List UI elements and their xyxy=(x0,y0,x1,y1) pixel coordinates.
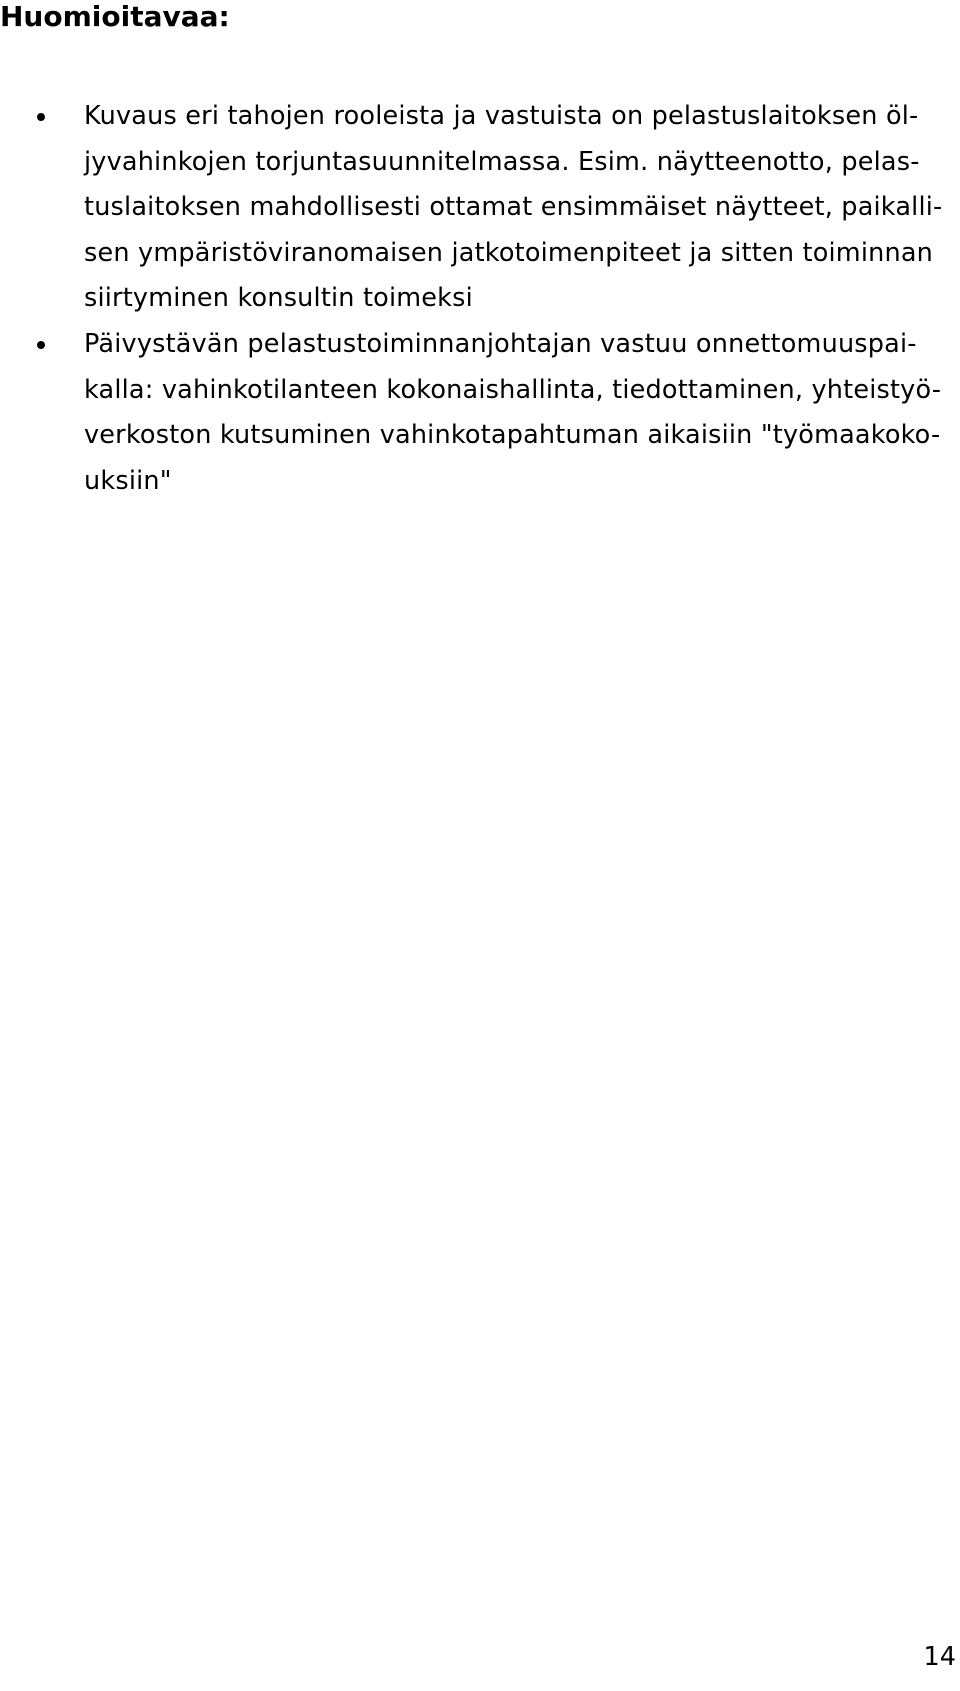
bullet-line: uksiin" xyxy=(84,465,172,496)
bullet-line: verkoston kutsuminen vahinkotapahtuman aikaisiin "työmaakoko- xyxy=(84,420,941,451)
bullet-line: Päivystävän pelastustoiminnanjohtajan vastuu onnettomuuspai- xyxy=(84,328,917,359)
bullet-icon xyxy=(37,113,45,121)
bullet-item xyxy=(84,94,944,322)
page-heading: Huomioitavaa: xyxy=(0,0,230,33)
bullet-line: tuslaitoksen mahdollisesti ottamat ensimmäiset näytteet, paikalli- xyxy=(84,192,943,223)
bullet-line: sen ympäristöviranomaisen jatkotoimenpiteet ja sitten toiminnan xyxy=(84,237,934,268)
bullet-line: kalla: vahinkotilanteen kokonaishallinta, tiedottaminen, yhteistyö- xyxy=(84,374,942,405)
bullet-line: Kuvaus eri tahojen rooleista ja vastuista on pelastuslaitoksen öl- xyxy=(84,101,919,131)
bullet-line: siirtyminen konsultin toimeksi xyxy=(84,283,473,314)
bullet-list xyxy=(84,94,944,504)
bullet-icon xyxy=(37,341,45,349)
bullet-item xyxy=(84,322,944,504)
page-number: 14 xyxy=(923,1642,956,1672)
bullet-line: jyvahinkojen torjuntasuunnitelmassa. Esim. näytteenotto, pelas- xyxy=(84,146,920,177)
